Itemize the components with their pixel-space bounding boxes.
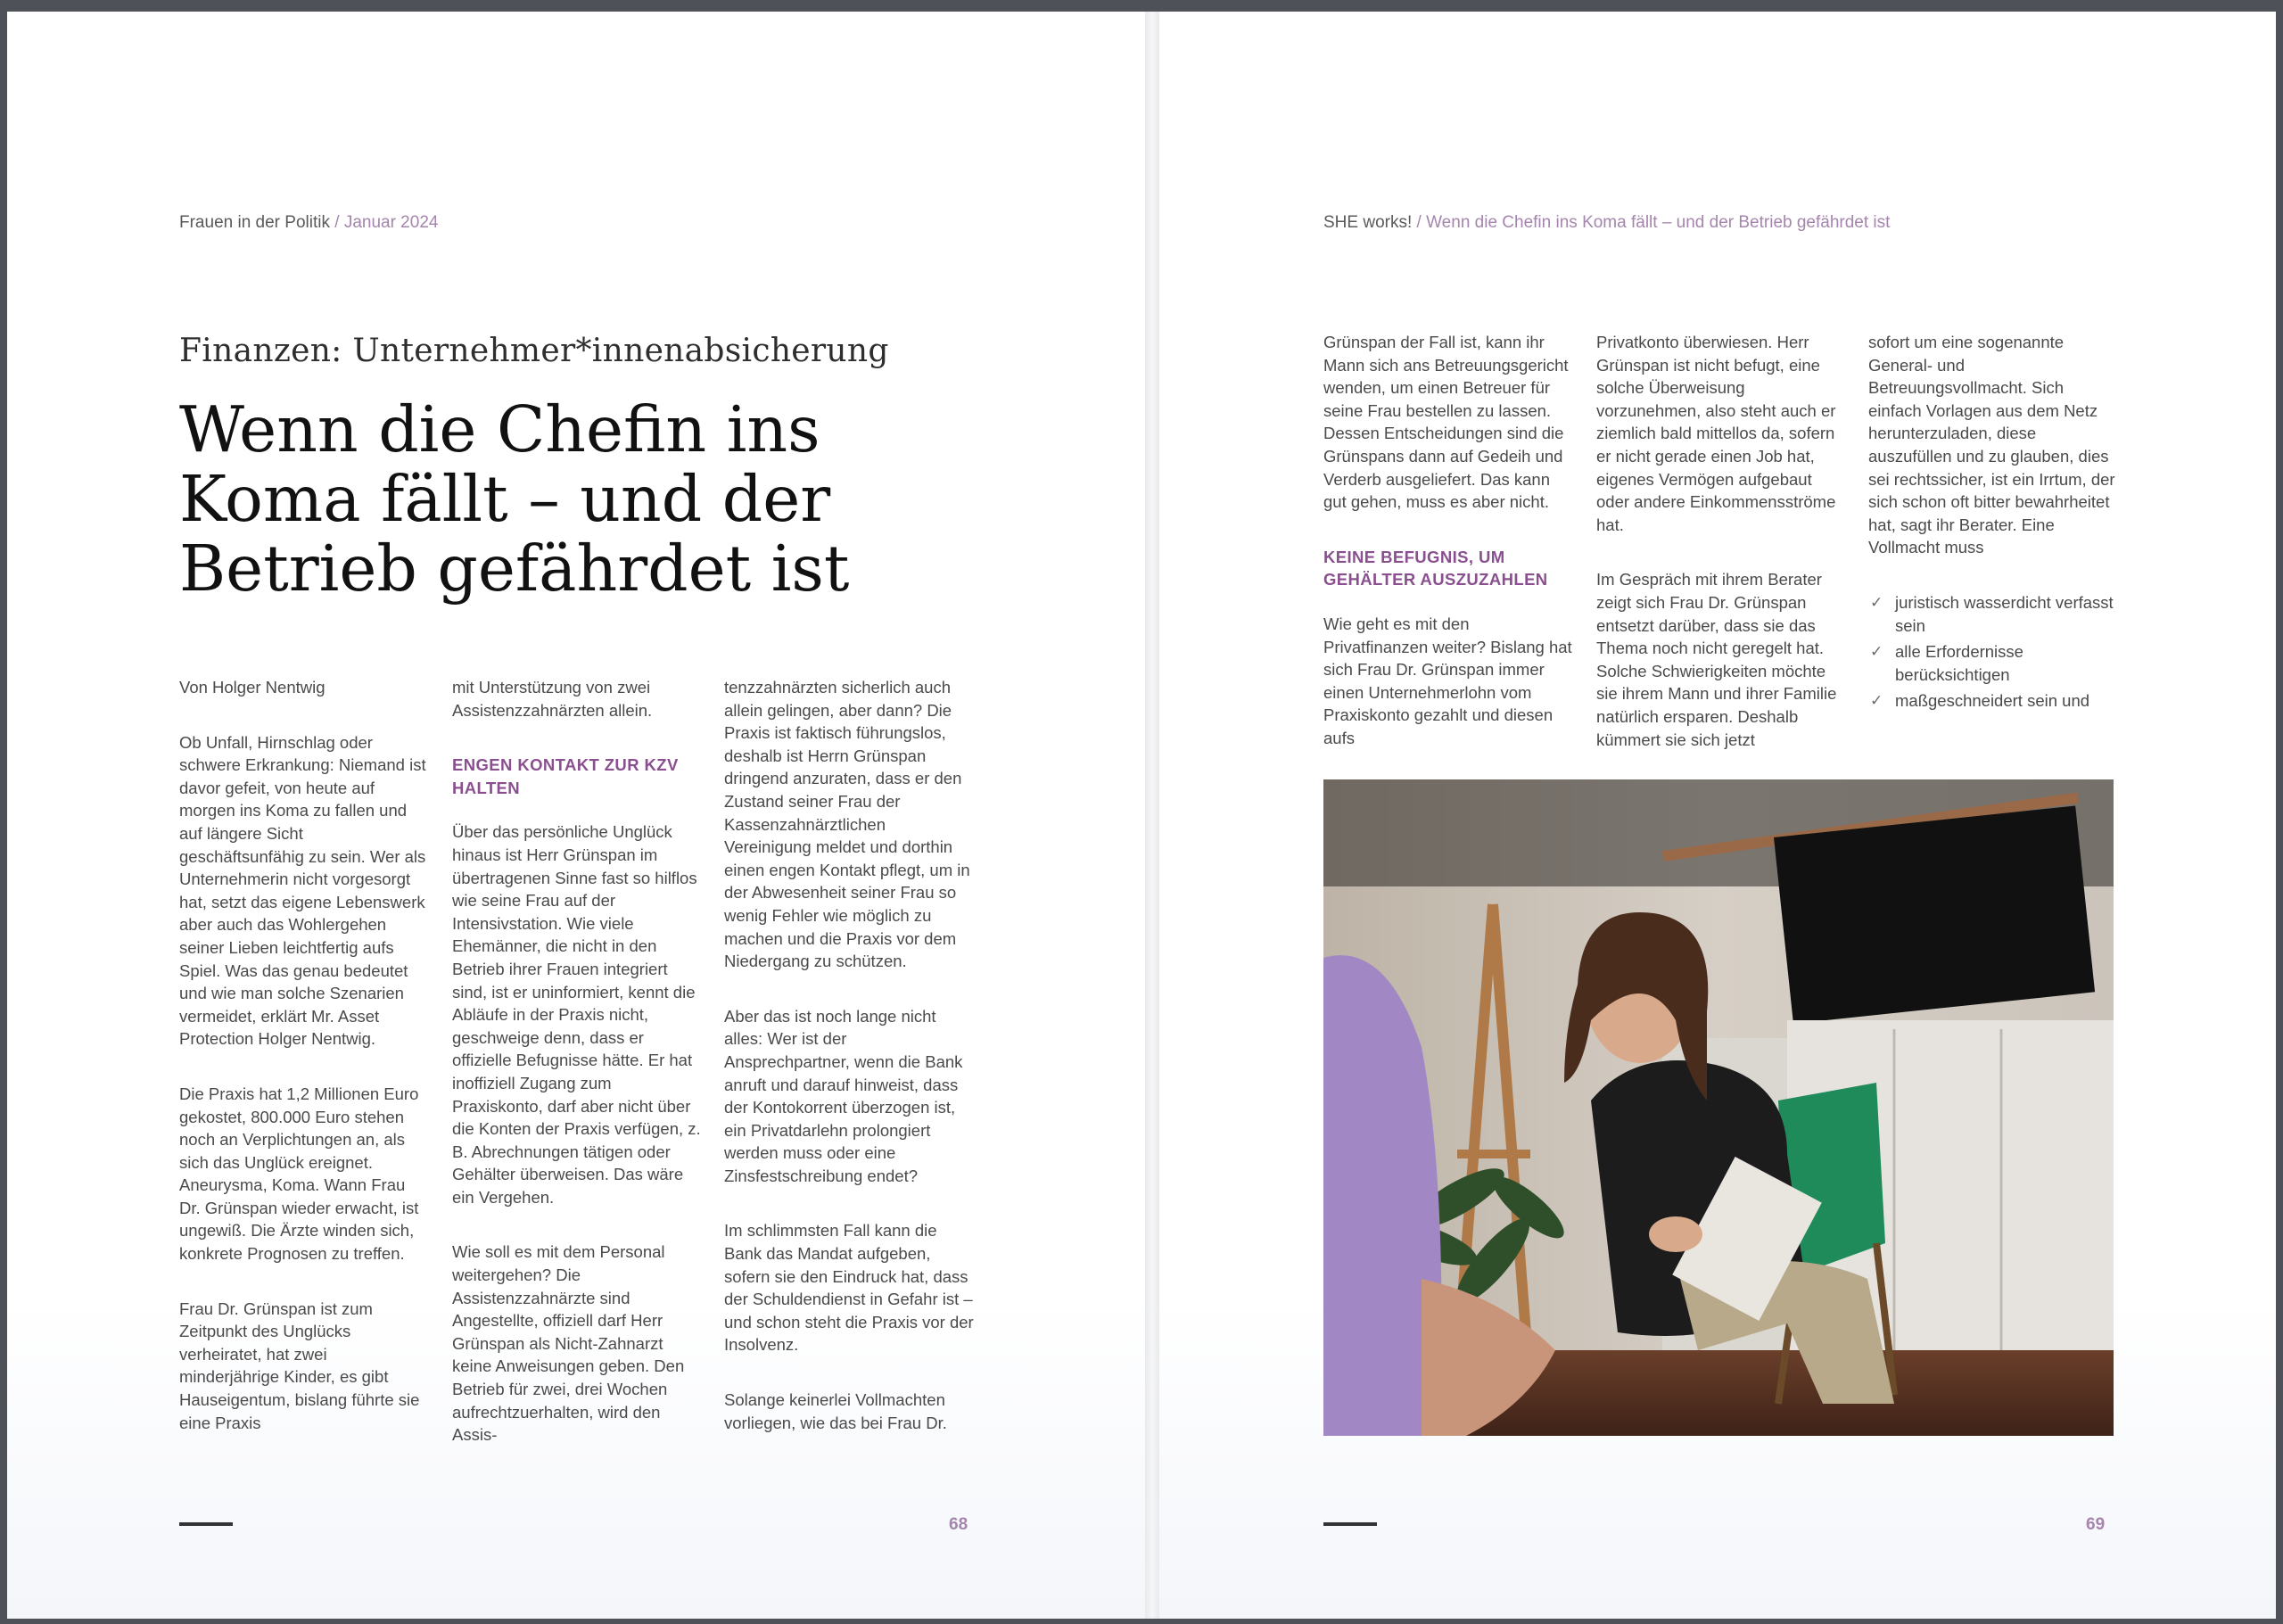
- check-icon: ✓: [1870, 692, 1883, 710]
- page-number-left: 68: [949, 1515, 968, 1534]
- right-column-2: [1596, 331, 1848, 783]
- paragraph: mit Unterstützung von zwei Assistenzzahnärzten allein.: [452, 678, 653, 720]
- spread-gutter: [1145, 12, 1159, 1619]
- running-head-right: [1323, 213, 1890, 233]
- running-head-section: Frauen in der Politik: [179, 213, 330, 232]
- article-photo: [1323, 779, 2114, 1436]
- check-icon: ✓: [1870, 593, 1883, 611]
- checklist-item: ✓ maßgeschneidert sein und: [1868, 689, 2120, 713]
- paragraph: Ob Unfall, Hirnschlag oder schwere Erkrankung: Niemand ist davor gefeit, von heute auf morgen ins Koma zu fallen und auf längere Sicht geschäftsunfähig zu sein. Wer als Unternehmerin nicht vorgesorgt hat, setzt das eigene Lebenswerk aber auch das Wohlergehen seiner Lieben leichtfertig aufs Spiel. Was das genau bedeutet und wie man solche Szenarien vermeidet, erklärt Mr. Asset Protection Holger Nentwig.: [179, 732, 426, 1049]
- right-page: [1159, 12, 2276, 1619]
- running-head-issue: Januar 2024: [343, 213, 439, 232]
- footer-rule: [179, 1522, 233, 1526]
- page-number-right: 69: [2086, 1515, 2106, 1534]
- left-column-3: [724, 676, 976, 1466]
- paragraph: Wie soll es mit dem Personal weitergehen? Die Assistenzzahnärzte sind Angestellte, offiziell darf Herr Grünspan als Nicht-Zahnarzt keine Anweisungen geben. Den Betrieb für zwei, drei Wochen aufrechtzuerhalten, wird den Assis-: [452, 1242, 685, 1445]
- left-column-2: [452, 676, 704, 1479]
- check-icon: ✓: [1870, 643, 1883, 661]
- running-head-left: [179, 213, 438, 233]
- left-column-1: [179, 676, 431, 1466]
- running-head-separator: /: [1412, 213, 1427, 232]
- paragraph: Über das persönliche Unglück hinaus ist Herr Grünspan im übertragenen Sinne fast so hilflos wie seine Frau auf der Intensivstation. Wie viele Ehemänner, die nicht in den Betrieb ihrer Frauen integriert sind, ist er uninformiert, kennt die Abläufe in der Praxis nicht, geschweige denn, dass er offizielle Befugnisse hätte. Er hat inoffiziell Zugang zum Praxiskonto, darf aber nicht über die Konten der Praxis verfügen, z. B. Abrechnungen tätigen oder Gehälter überweisen. Das wäre ein Vergehen.: [452, 822, 701, 1207]
- right-column-1: [1323, 331, 1575, 782]
- article-kicker: Finanzen: Unternehmer*innenabsicherung: [179, 333, 889, 369]
- paragraph: sofort um eine sogenannte General- und Betreuungsvollmacht. Sich einfach Vorlagen aus dem Netz herunterzuladen, diese auszufüllen und zu glauben, dies sei rechtssicher, ist ein Irrtum, der sich schon oft bitter bewahrheitet hat, sagt ihr Berater. Eine Vollmacht muss: [1868, 333, 2115, 557]
- right-column-3: [1868, 331, 2120, 716]
- left-page: [7, 12, 1145, 1619]
- paragraph: Frau Dr. Grünspan ist zum Zeitpunkt des Unglücks verheiratet, hat zwei minderjährige Kinder, es gibt Hauseigentum, bislang führte sie eine Praxis: [179, 1298, 420, 1432]
- byline: Von Holger Nentwig: [179, 678, 326, 697]
- paragraph: Grünspan der Fall ist, kann ihr Mann sich ans Betreuungsgericht wenden, um einen Betreuer für seine Frau bestellen zu lassen. Dessen Entscheidungen sind die Grünspans dann auf Gedeih und Verderb ausgeliefert. Das kann gut gehen, muss es aber nicht.: [1323, 333, 1569, 512]
- section-heading: ENGEN KONTAKT ZUR KZV HALTEN: [452, 755, 679, 797]
- paragraph: Privatkonto überwiesen. Herr Grünspan ist nicht befugt, eine solche Überweisung vorzunehmen, also steht auch er ziemlich bald mittellos da, sofern er nicht gerade einen Job hat, eigenes Vermögen aufgebaut oder andere Einkommensströme hat.: [1596, 333, 1836, 534]
- running-head-magazine: SHE works!: [1323, 213, 1413, 232]
- paragraph: Wie geht es mit den Privatfinanzen weiter? Bislang hat sich Frau Dr. Grünspan immer einen Unternehmerlohn vom Praxiskonto gezahlt und diesen aufs: [1323, 614, 1572, 747]
- paragraph: Im Gespräch mit ihrem Berater zeigt sich Frau Dr. Grünspan entsetzt darüber, dass sie das Thema noch nicht geregelt hat. Solche Schwierigkeiten möchte sie ihrem Mann und ihrer Familie natürlich ersparen. Deshalb kümmert sie sich jetzt: [1596, 570, 1837, 749]
- checklist: [1868, 591, 2120, 713]
- checklist-item: ✓ juristisch wasserdicht verfasst sein: [1870, 592, 2114, 635]
- paragraph: Solange keinerlei Vollmachten vorliegen, wie das bei Frau Dr.: [724, 1390, 947, 1432]
- paragraph: Aber das ist noch lange nicht alles: Wer ist der Ansprechpartner, wenn die Bank anruft und darauf hinweist, dass der Kontokorrent überzogen ist, ein Privatdarlehn prolongiert werden muss oder eine Zinsfestschreibung endet?: [724, 1006, 963, 1185]
- running-head-separator: /: [329, 213, 344, 232]
- magazine-spread: [7, 12, 2276, 1619]
- paragraph: Im schlimmsten Fall kann die Bank das Mandat aufgeben, sofern sie den Eindruck hat, dass der Schuldendienst in Gefahr ist – und schon steht die Praxis vor der Insolvenz.: [724, 1221, 974, 1355]
- running-head-title: Wenn die Chefin ins Koma fällt – und der Betrieb gefährdet ist: [1426, 213, 1891, 232]
- paragraph: Die Praxis hat 1,2 Millionen Euro gekostet, 800.000 Euro stehen noch an Verplichtungen an, als sich das Unglück ereignet. Aneurysma, Koma. Wann Frau Dr. Grünspan wieder erwacht, ist ungewiß. Die Ärzte winden sich, konkrete Prognosen zu treffen.: [179, 1084, 419, 1264]
- section-heading: KEINE BEFUGNIS, UM GEHÄLTER AUSZUZAHLEN: [1323, 547, 1548, 589]
- article-headline: Wenn die Chefin ins Koma fällt – und der Betrieb gefährdet ist: [179, 392, 850, 606]
- checklist-item: ✓ alle Erfordernisse berücksichtigen: [1870, 642, 2023, 684]
- photo-illustration: [1323, 779, 2114, 1436]
- footer-rule: [1323, 1522, 1377, 1526]
- paragraph: tenzzahnärzten sicherlich auch allein gelingen, aber dann? Die Praxis ist faktisch führungslos, deshalb ist Herrn Grünspan dringend anzuraten, dass er den Zustand seiner Frau der Kassenzahnärztlichen Vereinigung meldet und dorthin einen engen Kontakt pflegt, um in der Abwesenheit seiner Frau so wenig Fehler wie möglich zu machen und die Praxis vor dem Niedergang zu schützen.: [724, 678, 970, 971]
